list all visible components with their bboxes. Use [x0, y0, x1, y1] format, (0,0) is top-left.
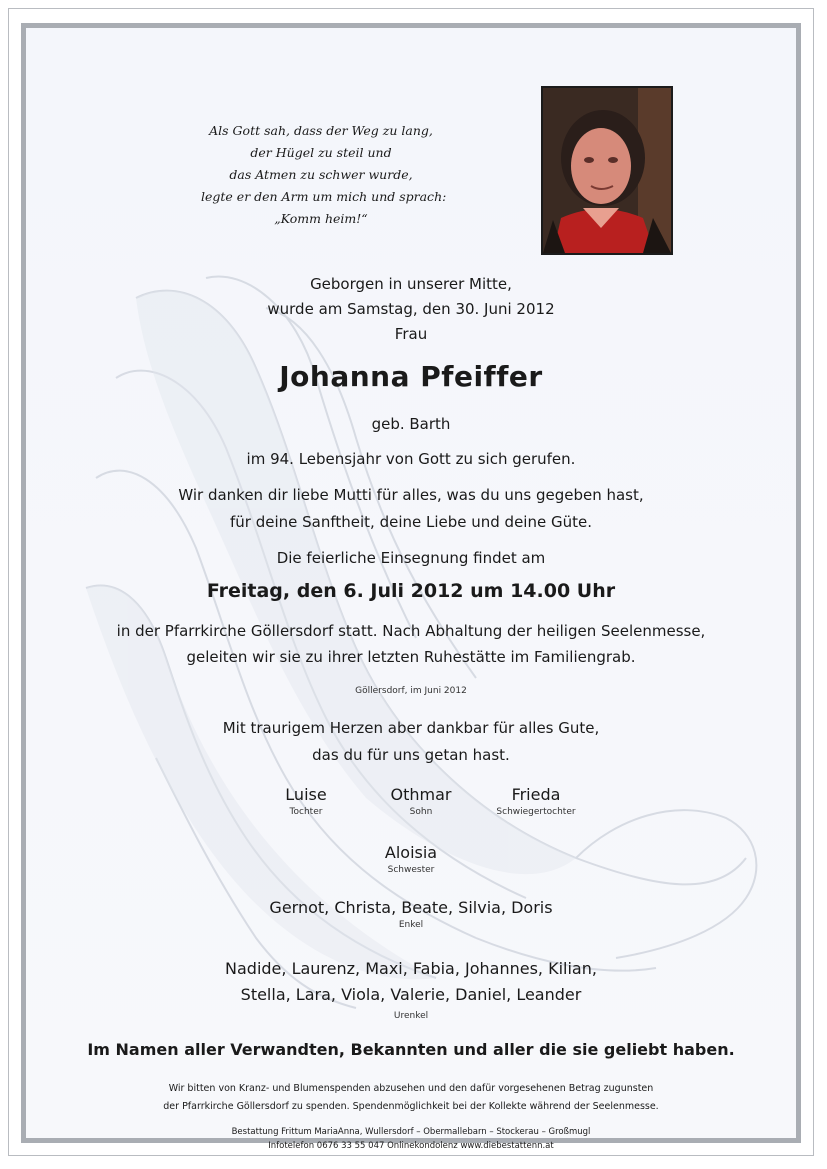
maiden-name: geb. Barth: [371, 415, 451, 433]
ceremony-datetime: Freitag, den 6. Juli 2012 um 14.00 Uhr: [206, 580, 616, 602]
sister-name: Aloisia: [384, 843, 438, 862]
memorial-verse: [201, 120, 447, 230]
member-role: Schwiegertochter: [496, 807, 576, 817]
member-name: Othmar: [390, 785, 452, 804]
obituary-frame: [21, 23, 801, 1151]
member-role: Tochter: [289, 807, 323, 817]
intro-line-2: wurde am Samstag, den 30. Juni 2012: [267, 300, 555, 318]
ceremony-intro: Die feierliche Einsegnung findet am: [276, 549, 546, 567]
great-grandchildren-line-2: Stella, Lara, Viola, Valerie, Daniel, Leander: [240, 985, 582, 1004]
verse-line: der Hügel zu steil und: [250, 145, 392, 160]
great-grandchildren-role: Urenkel: [393, 1011, 429, 1021]
verse-line: Als Gott sah, dass der Weg zu lang,: [209, 123, 433, 138]
salutation: Frau: [394, 325, 428, 343]
footer-line-1: Wir bitten von Kranz- und Blumenspenden abzusehen und den dafür vorgesehenen Betrag zugunsten: [168, 1083, 654, 1094]
grandchildren-block: [26, 898, 796, 930]
contact-line: Infotelefon 0676 33 55 047 Onlinekondolenz www.diebestattenn.at: [268, 1141, 554, 1151]
ceremony-line-2: geleiten wir sie zu ihrer letzten Ruhestätte im Familiengrab.: [186, 648, 636, 666]
closing-line: Im Namen aller Verwandten, Bekannten und aller die sie geliebt haben.: [87, 1040, 735, 1059]
mourning-line-1: Mit traurigem Herzen aber dankbar für alles Gute,: [222, 719, 600, 737]
place-date: Göllersdorf, im Juni 2012: [355, 686, 467, 696]
obituary-sheet: [8, 8, 814, 1156]
member-role: Sohn: [409, 807, 433, 817]
deceased-name: Johanna Pfeiffer: [279, 360, 543, 393]
family-member: [466, 785, 606, 817]
thanks-line-2: für deine Sanftheit, deine Liebe und deine Güte.: [229, 513, 592, 531]
footer-line-2: der Pfarrkirche Göllersdorf zu spenden. Spendenmöglichkeit bei der Kollekte während der Seelenmesse.: [163, 1101, 659, 1112]
member-name: Frieda: [511, 785, 561, 804]
sister-block: [26, 843, 796, 875]
grandchildren-names: Gernot, Christa, Beate, Silvia, Doris: [269, 898, 553, 917]
age-line: im 94. Lebensjahr von Gott zu sich gerufen.: [246, 450, 576, 468]
grandchildren-role: Enkel: [398, 920, 424, 930]
undertaker-line: Bestattung Frittum MariaAnna, Wullersdorf – Obermallebarn – Stockerau – Großmugl: [231, 1127, 591, 1137]
thanks-line-1: Wir danken dir liebe Mutti für alles, was du uns gegeben hast,: [178, 486, 644, 504]
portrait-photo: [541, 86, 673, 255]
ceremony-line-1: in der Pfarrkirche Göllersdorf statt. Nach Abhaltung der heiligen Seelenmesse,: [116, 622, 706, 640]
verse-line: „Komm heim!“: [274, 211, 368, 226]
verse-line: legte er den Arm um mich und sprach:: [201, 189, 447, 204]
great-grandchildren-line-1: Nadide, Laurenz, Maxi, Fabia, Johannes, Kilian,: [225, 959, 597, 978]
verse-line: das Atmen zu schwer wurde,: [229, 167, 413, 182]
intro-line-1: Geborgen in unserer Mitte,: [310, 275, 512, 293]
sister-role: Schwester: [387, 865, 435, 875]
mourning-line-2: das du für uns getan hast.: [312, 746, 510, 764]
member-name: Luise: [285, 785, 327, 804]
great-grandchildren-block: [26, 956, 796, 1021]
